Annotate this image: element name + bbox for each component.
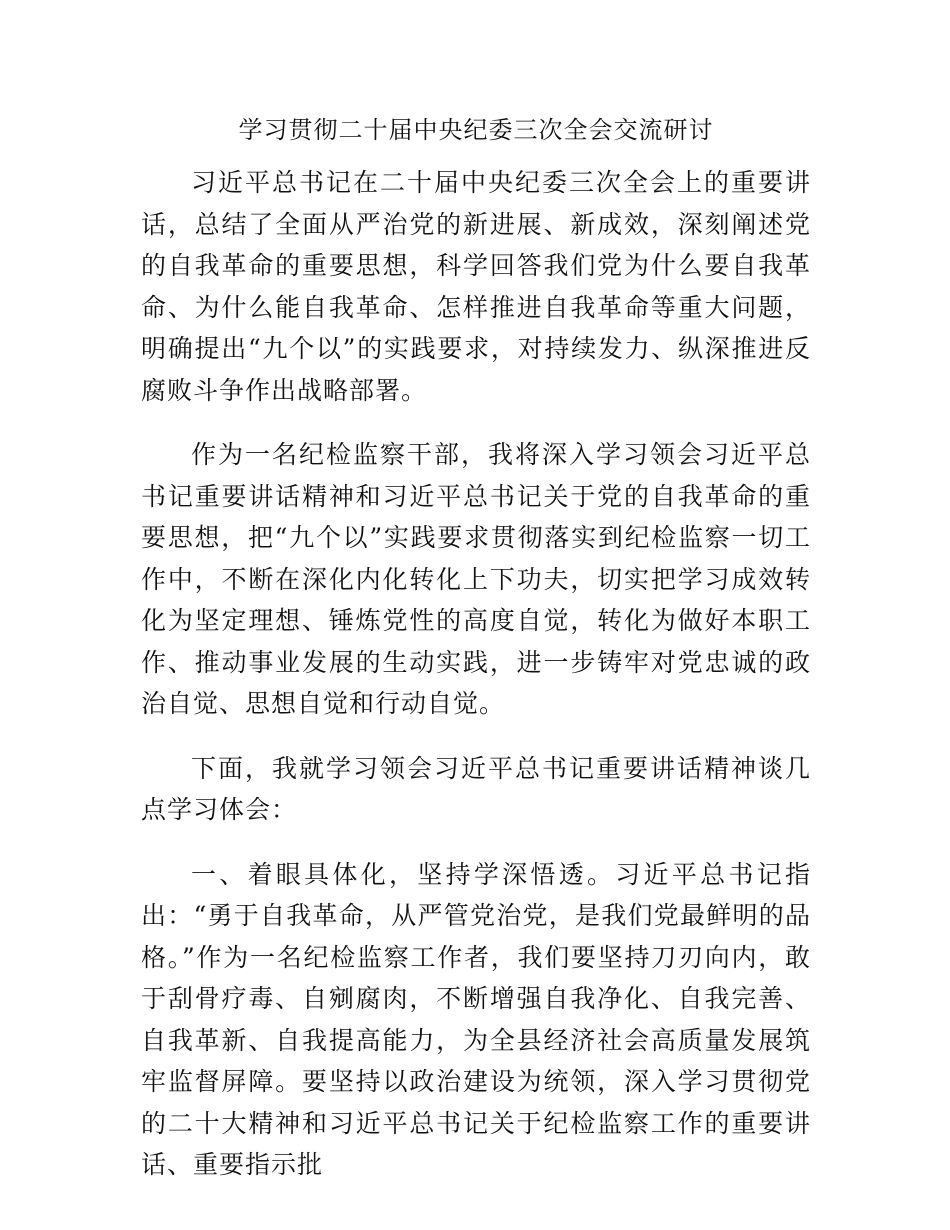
paragraph-3: 下面，我就学习领会习近平总书记重要讲话精神谈几点学习体会： [141,753,811,824]
paragraph-4: 一、着眼具体化，坚持学深悟透。习近平总书记指出：“勇于自我革命，从严管党治党，是我们党最鲜明的品格。”作为一名纪检监察工作者，我们要坚持刀刃向内，敢于刮骨疗毒、自剜腐肉，不断增强自我净化、自我完善、自我革新、自我提高能力，为全县经济社会高质量发展筑牢监督屏障。要坚持以政治建设为统领，深入学习贯彻党的二十大精神和习近平总书记关于纪检监察工作的重要讲话、重要指示批 [141,859,811,1179]
paragraph-1: 习近平总书记在二十届中央纪委三次全会上的重要讲话，总结了全面从严治党的新进展、新成效，深刻阐述党的自我革命的重要思想，科学回答我们党为什么要自我革命、为什么能自我革命、怎样推进自我革命等重大问题，明确提出“九个以”的实践要求，对持续发力、纵深推进反腐败斗争作出战略部署。 [141,168,811,405]
paragraph-2: 作为一名纪检监察干部，我将深入学习领会习近平总书记重要讲话精神和习近平总书记关于党的自我革命的重要思想，把“九个以”实践要求贯彻落实到纪检监察一切工作中，不断在深化内化转化上下功夫，切实把学习成效转化为坚定理想、锤炼党性的高度自觉，转化为做好本职工作、推动事业发展的生动实践，进一步铸牢对党忠诚的政治自觉、思想自觉和行动自觉。 [141,440,811,718]
document-title: 学习贯彻二十届中央纪委三次全会交流研讨 [238,116,714,144]
document-page [141,110,811,1186]
